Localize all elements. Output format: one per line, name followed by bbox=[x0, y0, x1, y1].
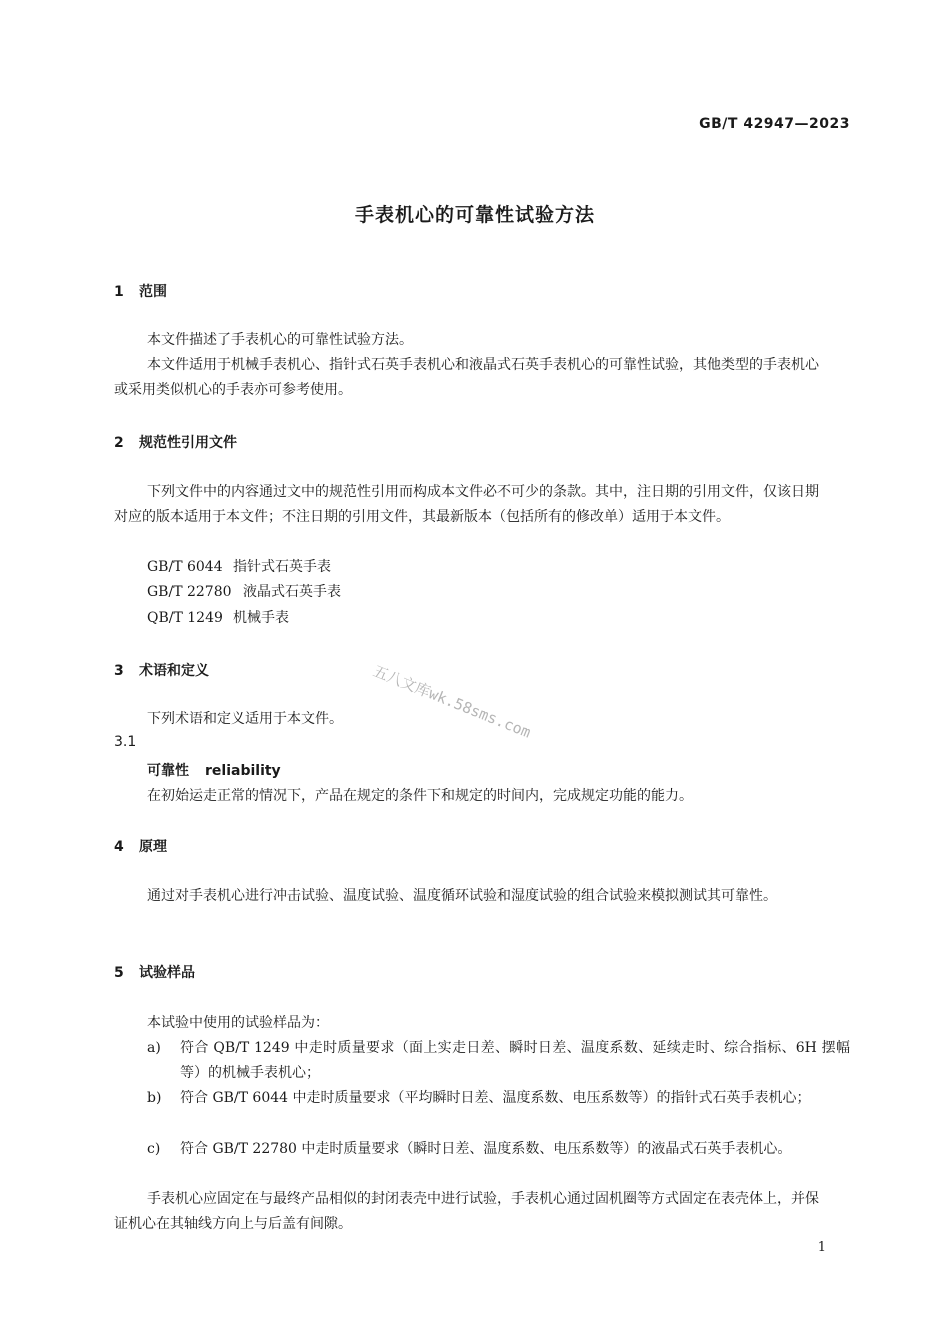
reference-item bbox=[147, 606, 289, 631]
list-marker: b) bbox=[147, 1090, 162, 1106]
reference-title: 指针式石英手表 bbox=[233, 559, 331, 575]
terms-intro: 下列术语和定义适用于本文件。 bbox=[147, 711, 343, 727]
list-marker: c) bbox=[147, 1141, 161, 1157]
list-item-text: 符合 GB/T 6044 中走时质量要求（平均瞬时日差、温度系数、电压系数等）的指针式石英手表机心； bbox=[180, 1090, 811, 1106]
section-heading-5 bbox=[114, 962, 195, 982]
section-number: 4 bbox=[114, 839, 124, 855]
section-heading-4 bbox=[114, 836, 167, 856]
document-title: 手表机心的可靠性试验方法 bbox=[354, 204, 595, 226]
list-marker: a) bbox=[147, 1040, 161, 1056]
list-item-text: 符合 GB/T 22780 中走时质量要求（瞬时日差、温度系数、电压系数等）的液晶式石英手表机心。 bbox=[180, 1141, 792, 1157]
standard-code: GB/T 42947—2023 bbox=[699, 116, 850, 132]
section-title: 术语和定义 bbox=[139, 663, 209, 679]
section-title: 原理 bbox=[139, 839, 167, 855]
list-item-text: 符合 QB/T 1249 中走时质量要求（面上实走日差、瞬时日差、温度系数、延续走时、综合指标、6H 摆幅等）的机械手表机心； bbox=[180, 1040, 850, 1081]
list-item bbox=[147, 1137, 850, 1162]
section-number: 2 bbox=[114, 435, 124, 451]
list-item bbox=[147, 1036, 850, 1086]
term-number: 3.1 bbox=[114, 734, 137, 750]
term-chinese: 可靠性 bbox=[147, 763, 189, 779]
term-definition: 在初始运走正常的情况下，产品在规定的条件下和规定的时间内，完成规定功能的能力。 bbox=[147, 788, 693, 804]
section-number: 3 bbox=[114, 663, 124, 679]
samples-intro: 本试验中使用的试验样品为： bbox=[147, 1015, 329, 1031]
samples-closing-paragraph: 手表机心应固定在与最终产品相似的封闭表壳中进行试验，手表机心通过固机圈等方式固定在表壳体上，并保证机心在其轴线方向上与后盖有间隙。 bbox=[114, 1191, 819, 1232]
watermark: 五八文库wk.58sms.com bbox=[370, 661, 534, 742]
reference-title: 液晶式石英手表 bbox=[243, 584, 341, 600]
reference-title: 机械手表 bbox=[233, 610, 289, 626]
section-number: 1 bbox=[114, 284, 124, 300]
scope-paragraph-1: 本文件描述了手表机心的可靠性试验方法。 bbox=[147, 332, 413, 348]
section-title: 范围 bbox=[139, 284, 167, 300]
reference-code: GB/T 22780 bbox=[147, 584, 232, 600]
section-heading-3 bbox=[114, 660, 209, 680]
page-number: 1 bbox=[817, 1240, 826, 1255]
reference-item bbox=[147, 555, 331, 580]
list-item bbox=[147, 1086, 850, 1111]
principle-paragraph: 通过对手表机心进行冲击试验、温度试验、温度循环试验和湿度试验的组合试验来模拟测试其可靠性。 bbox=[147, 888, 777, 904]
term-entry bbox=[147, 760, 281, 780]
reference-code: GB/T 6044 bbox=[147, 559, 223, 575]
section-heading-2 bbox=[114, 432, 237, 452]
section-number: 5 bbox=[114, 965, 124, 981]
normative-intro: 下列文件中的内容通过文中的规范性引用而构成本文件必不可少的条款。其中，注日期的引用文件，仅该日期对应的版本适用于本文件；不注日期的引用文件，其最新版本（包括所有的修改单）适用于本文件。 bbox=[114, 484, 819, 525]
section-heading-1 bbox=[114, 281, 167, 301]
section-title: 试验样品 bbox=[139, 965, 195, 981]
term-english: reliability bbox=[205, 763, 281, 779]
section-title: 规范性引用文件 bbox=[139, 435, 237, 451]
reference-item bbox=[147, 580, 341, 605]
reference-code: QB/T 1249 bbox=[147, 610, 223, 626]
scope-paragraph-2: 本文件适用于机械手表机心、指针式石英手表机心和液晶式石英手表机心的可靠性试验，其他类型的手表机心或采用类似机心的手表亦可参考使用。 bbox=[114, 357, 819, 398]
